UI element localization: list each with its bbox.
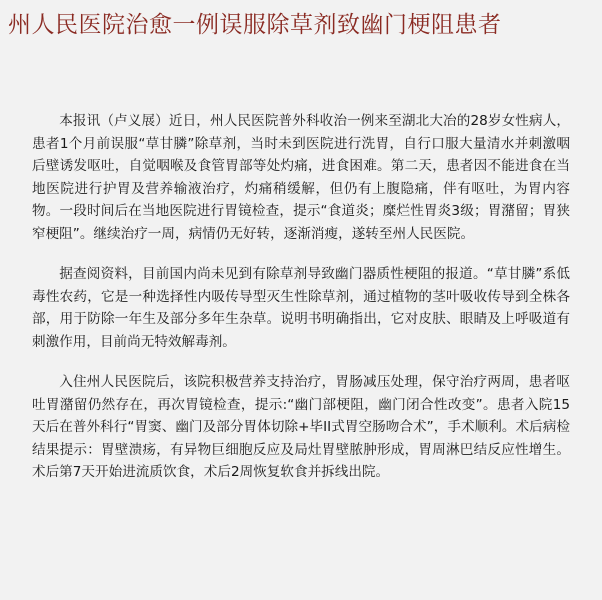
article-paragraph-1: 本报讯（卢义展）近日，州人民医院普外科收治一例来至湖北大冶的28岁女性病人，患者1个月前误服“草甘膦”除草剂，当时未到医院进行洗胃，自行口服大量清水并刺激咽后壁诱发呕吐，自觉咽喉及食管胃部等处灼痛，进食困难。第二天，患者因不能进食在当地医院进行护胃及营养输液治疗，灼痛稍缓解，但仍有上腹隐痛，伴有呕吐，为胃内容物。一段时间后在当地医院进行胃镜检查，提示“食道炎；糜烂性胃炎3级；胃潴留；胃狭窄梗阻”。继续治疗一周，病情仍无好转，逐渐消瘦，遂转至州人民医院。 (32, 113, 570, 242)
article-paragraph-2: 据查阅资料，目前国内尚未见到有除草剂导致幽门器质性梗阻的报道。“草甘膦”系低毒性农药，它是一种选择性内吸传导型灭生性除草剂，通过植物的茎叶吸收传导到全株各部，用于防除一年生及部分多年生杂草。说明书明确指出，它对皮肤、眼睛及上呼吸道有刺激作用，目前尚无特效解毒剂。 (32, 266, 570, 350)
article-title: 州人民医院治愈一例误服除草剂致幽门梗阻患者 (8, 12, 502, 38)
article-paragraph-3: 入住州人民医院后，该院积极营养支持治疗，胃肠减压处理，保守治疗两周，患者呕吐胃潴留仍然存在，再次胃镜检查，提示:“幽门部梗阻，幽门闭合性改变”。患者入院15天后在普外科行“胃窦、幽门及部分胃体切除+毕II式胃空肠吻合术”，手术顺利。术后病检结果提示：胃壁溃疡，有异物巨细胞反应及局灶胃壁脓肿形成，胃周淋巴结反应性增生。术后第7天开始进流质饮食，术后2周恢复软食并拆线出院。 (32, 374, 570, 480)
article-body (32, 110, 570, 502)
